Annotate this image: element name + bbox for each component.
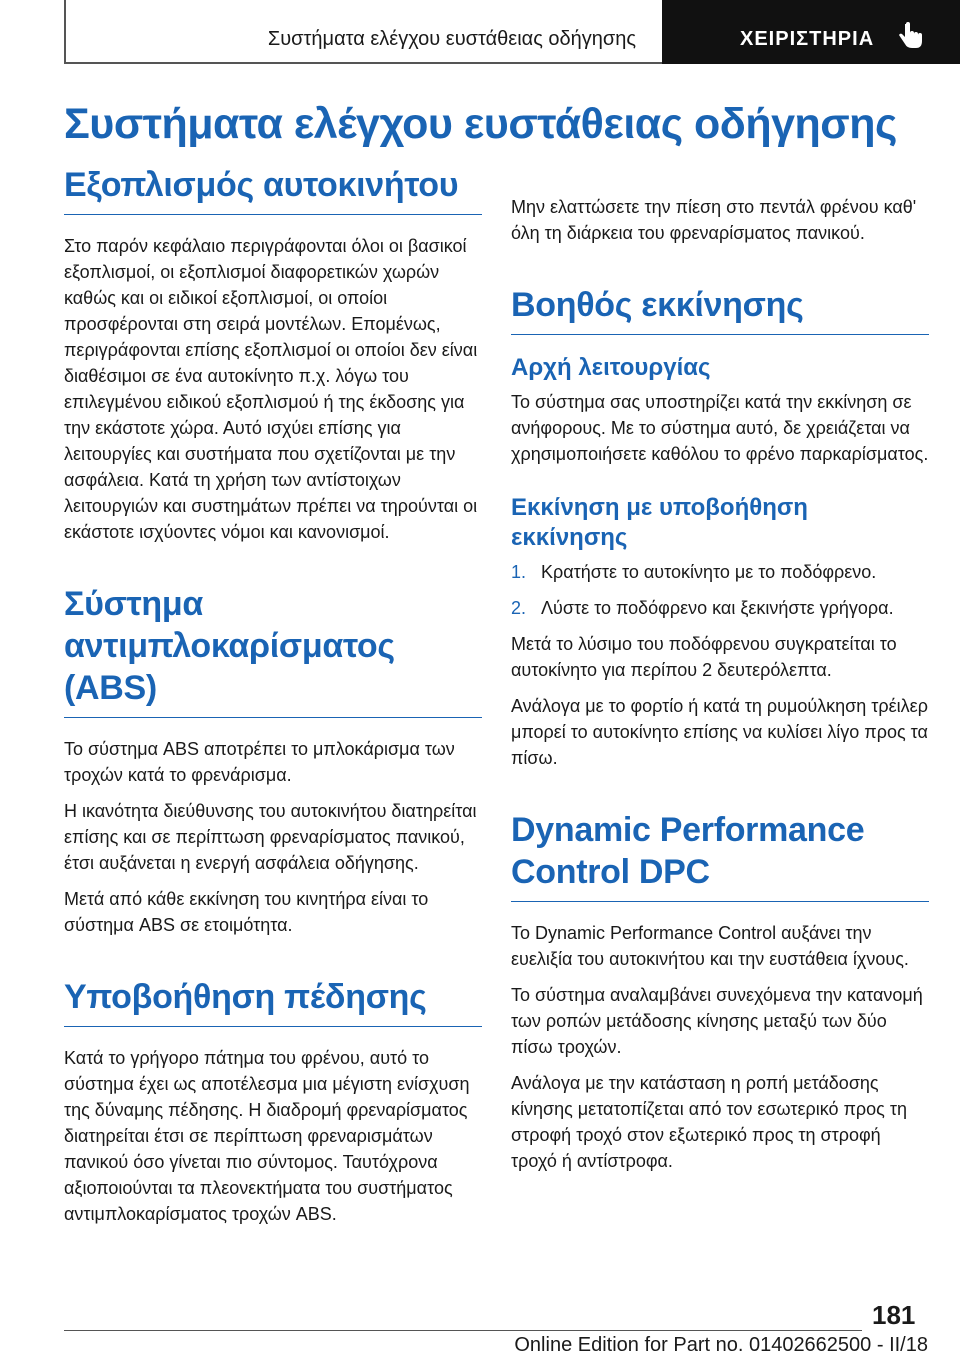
section-title-hill-start: Βοηθός εκκίνησης [511, 284, 929, 335]
page-title: Συστήματα ελέγχου ευστάθειας οδήγησης [64, 100, 897, 148]
paragraph: Κατά το γρήγορο πάτημα του φρένου, αυτό το σύστημα έχει ως αποτέλεσμα μια μέγιστη ενίσχυση της δύναμης πέδησης. Η διαδρομή φρεναρίσματος διατηρείται έτσι σε περίπτωση φρεναρισμάτων πανικού όσο γίνεται πιο σύντομος. Ταυτόχρονα αξιοποιούνται τα πλεονεκτήματα του συστήματος αντιμπλοκαρίσματος τροχών ABS. [64, 1048, 470, 1224]
subsection-title-principle: Αρχή λειτουργίας [511, 354, 711, 381]
section-title-brake-assist: Υποβοήθηση πέδησης [64, 976, 482, 1027]
section-title-dpc: Dynamic Performance Control DPC [511, 809, 929, 902]
paragraph: Ανάλογα με το φορτίο ή κατά τη ρυμούλκηση τρέιλερ μπορεί το αυτοκίνητο επίσης να κυλίσει λίγο προς τα πίσω. [511, 696, 928, 768]
step-text: Λύστε το ποδόφρενο και ξεκινήστε γρήγορα. [541, 598, 894, 618]
paragraph: Το σύστημα ABS αποτρέπει το μπλοκάρισμα των τροχών κατά το φρενάρισμα. [64, 739, 455, 785]
page-number: 181 [872, 1300, 916, 1330]
right-column [511, 194, 929, 1184]
paragraph: Στο παρόν κεφάλαιο περιγράφονται όλοι οι βασικοί εξοπλισμοί, οι εξοπλισμοί διαφορετικών χωρών καθώς και οι ειδικοί εξοπλισμοί, οι οποίοι προσφέρονται στη σειρά μοντέλων. Επομένως, περιγράφονται επίσης εξοπλισμοί οι οποίοι δεν είναι διαθέσιμοι σε ένα αυτοκίνητο π.χ. λόγω του επιλεγμένου ειδικού εξοπλισμού ή της έκδοσης για την εκάστοτε χώρα. Αυτό ισχύει επίσης για λειτουργίες και συστήματα που σχετίζονται με την ασφάλεια. Κατά τη χρήση των αντίστοιχων λειτουργιών και συστημάτων πρέπει να τηρούνται οι εκάστοτε ισχύοντες νόμοι και κανονισμοί. [64, 236, 478, 542]
paragraph: Μετά από κάθε εκκίνηση του κινητήρα είναι το σύστημα ABS σε ετοιμότητα. [64, 889, 429, 935]
paragraph: Ανάλογα με την κατάσταση η ροπή μετάδοσης κίνησης μετατοπίζεται από τον εσωτερικό προς τη στροφή τροχό στον εξωτερικό προς τη στροφή τροχό ή αντίστροφα. [511, 1073, 907, 1171]
chapter-tab-label: ΧΕΙΡΙΣΤΗΡΙΑ [740, 28, 875, 50]
paragraph: Το Dynamic Performance Control αυξάνει την ευελιξία του αυτοκινήτου και την ευστάθεια ίχνους. [511, 923, 909, 969]
step-number: 1. [511, 562, 527, 582]
section-title-abs: Σύστημα αντιμπλοκαρίσματος (ABS) [64, 583, 482, 718]
paragraph: Μετά το λύσιμο του ποδόφρενου συγκρατείται το αυτοκίνητο για περίπου 2 δευτερόλεπτα. [511, 634, 897, 680]
subsection-title-start-assist: Εκκίνηση με υποβοήθηση εκκίνησης [511, 494, 808, 551]
header-chapter-tab[interactable] [662, 0, 960, 64]
left-column [64, 164, 482, 1237]
list-item [511, 595, 929, 621]
paragraph: Η ικανότητα διεύθυνσης του αυτοκινήτου διατηρείται επίσης και σε περίπτωση φρεναρίσματος πανικού, έτσι αυξάνεται η ενεργή ασφάλεια οδήγησης. [64, 801, 477, 873]
paragraph: Το σύστημα σας υποστηρίζει κατά την εκκίνηση σε ανήφορους. Με το σύστημα αυτό, δε χρειάζεται να χρησιμοποιήσετε καθόλου το φρένο παρκαρίσματος. [511, 392, 929, 464]
step-text: Κρατήστε το αυτοκίνητο με το ποδόφρενο. [541, 562, 877, 582]
header-section-title: Συστήματα ελέγχου ευστάθειας οδήγησης [267, 28, 636, 50]
list-item [511, 559, 929, 585]
section-title-equipment: Εξοπλισμός αυτοκινήτου [64, 164, 482, 215]
footer-rule [64, 1330, 862, 1331]
paragraph: Μην ελαττώσετε την πίεση στο πεντάλ φρένου καθ' όλη τη διάρκεια του φρεναρίσματος πανικού. [511, 197, 917, 243]
step-number: 2. [511, 598, 527, 618]
header-bottom-rule [64, 62, 662, 64]
edition-text: Online Edition for Part no. 01402662500 - II/18 [514, 1334, 928, 1356]
paragraph: Το σύστημα αναλαμβάνει συνεχόμενα την κατανομή των ροπών μετάδοσης κίνησης μεταξύ των δύο πίσω τροχών. [511, 985, 923, 1057]
hand-pointer-icon [898, 22, 924, 50]
